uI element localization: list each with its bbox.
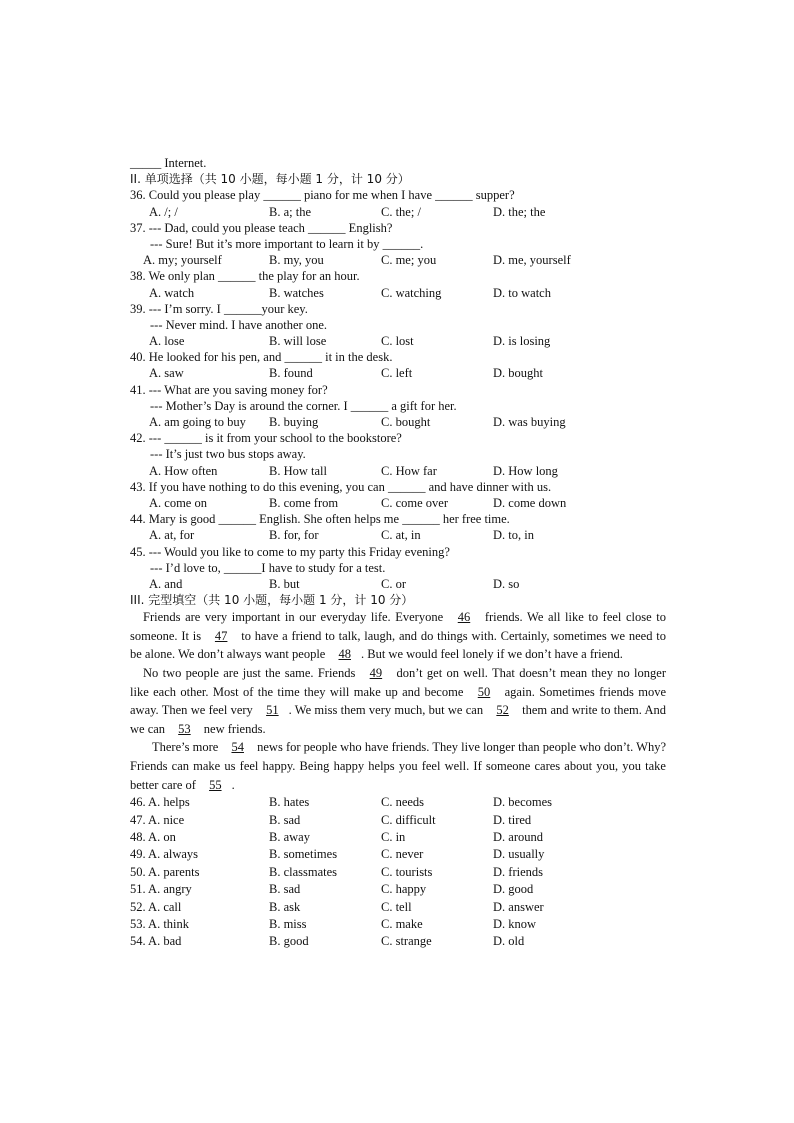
answer-options — [130, 285, 666, 301]
option-a[interactable]: A. saw — [149, 366, 184, 381]
question-stem: 44. Mary is good ______ English. She often helps me ______ her free time. — [130, 512, 510, 527]
option-c[interactable]: C. never — [381, 847, 424, 862]
question-stem: 40. He looked for his pen, and ______ it in the desk. — [130, 350, 393, 365]
blank-54[interactable]: 54 — [231, 740, 244, 755]
passage-text: . But we would feel lonely if we don’t have a friend. — [360, 647, 623, 662]
question-41 — [130, 382, 666, 431]
cloze-options-list — [130, 794, 666, 951]
option-c[interactable]: C. or — [381, 576, 406, 591]
option-a[interactable]: A. at, for — [149, 528, 195, 543]
blank-51[interactable]: 51 — [266, 703, 279, 718]
passage-text: again. Sometimes friends move away. Then we feel very — [130, 684, 666, 718]
question-45 — [130, 544, 666, 593]
option-c[interactable]: C. needs — [381, 795, 425, 810]
question-39 — [130, 301, 666, 350]
blank-46[interactable]: 46 — [457, 610, 471, 625]
answer-options — [130, 576, 666, 592]
option-a[interactable]: 48. A. on — [130, 829, 176, 844]
passage-text: friends. We all like to feel close to someone. It is — [130, 610, 666, 643]
passage-text: news for people who have friends. They live longer than people who don’t. Why? Friends can make us feel happy. Being happy helps you feel well. If someone cares about you, you take better care of — [130, 740, 666, 792]
option-d[interactable]: D. know — [493, 916, 537, 931]
option-d[interactable]: D. How long — [493, 463, 558, 478]
option-d[interactable]: D. come down — [493, 495, 567, 510]
blank-55[interactable]: 55 — [209, 777, 222, 792]
option-b[interactable]: B. good — [269, 934, 309, 949]
option-c[interactable]: C. happy — [381, 882, 427, 897]
option-a[interactable]: 52. A. call — [130, 899, 182, 914]
question-stem: 36. Could you please play ______ piano for me when I have ______ supper? — [130, 188, 515, 203]
passage-paragraph-2 — [130, 664, 666, 738]
option-d[interactable]: D. answer — [493, 899, 544, 914]
cloze-question-46 — [130, 794, 666, 811]
option-a[interactable]: 51. A. angry — [130, 882, 192, 897]
cloze-question-49 — [130, 846, 666, 863]
question-stem: 43. If you have nothing to do this evening, you can ______ and have dinner with us. — [130, 479, 552, 494]
option-d[interactable]: D. becomes — [493, 795, 553, 810]
option-b[interactable]: B. found — [269, 366, 313, 381]
question-stem: 42. --- ______ is it from your school to the bookstore? — [130, 431, 402, 446]
option-c[interactable]: C. bought — [381, 415, 431, 429]
question-stem: 41. --- What are you saving money for? — [130, 382, 328, 397]
cloze-question-52 — [130, 899, 666, 916]
option-a[interactable]: 50. A. parents — [130, 864, 200, 879]
option-a[interactable]: 49. A. always — [130, 847, 199, 862]
blank-53[interactable]: 53 — [178, 721, 191, 736]
blank-47[interactable]: 47 — [214, 628, 228, 643]
answer-options — [130, 252, 666, 268]
question-stem-continued: --- I’d love to, ______I have to study for a test. — [150, 560, 386, 575]
option-d[interactable]: D. was buying — [493, 415, 566, 429]
option-c[interactable]: C. come over — [381, 495, 448, 510]
question-38 — [130, 268, 666, 300]
option-d[interactable]: D. friends — [493, 864, 543, 879]
question-stem: 37. --- Dad, could you please teach ______ English? — [130, 220, 393, 235]
blank-48[interactable]: 48 — [338, 647, 351, 662]
passage-text: new friends. — [200, 721, 266, 736]
option-c[interactable]: C. tell — [381, 899, 412, 914]
passage-text: There’s more — [152, 740, 222, 755]
option-a[interactable]: A. How often — [149, 463, 218, 478]
option-a[interactable]: 53. A. think — [130, 916, 190, 931]
option-a[interactable]: 46. A. helps — [130, 795, 190, 810]
passage-text: . — [231, 777, 235, 792]
option-d[interactable]: D. to, in — [493, 528, 534, 543]
answer-options — [130, 204, 666, 220]
answer-options — [130, 495, 666, 511]
question-43 — [130, 479, 666, 511]
option-a[interactable]: A. and — [149, 576, 183, 591]
option-b[interactable]: B. ask — [269, 899, 301, 914]
question-stem-continued: --- Mother’s Day is around the corner. I ______ a gift for her. — [150, 398, 457, 413]
option-b[interactable]: B. will lose — [269, 334, 327, 349]
option-d[interactable]: D. old — [493, 934, 525, 949]
question-stem: 45. --- Would you like to come to my party this Friday evening? — [130, 544, 450, 559]
option-c[interactable]: C. me; you — [381, 253, 437, 268]
blank-49[interactable]: 49 — [369, 666, 383, 681]
blank-52[interactable]: 52 — [496, 703, 509, 718]
option-c[interactable]: C. make — [381, 916, 423, 931]
option-b[interactable]: B. watches — [269, 285, 324, 300]
option-a[interactable]: A. lose — [149, 334, 185, 349]
multiple-choice-list — [130, 187, 666, 592]
option-a[interactable]: 54. A. bad — [130, 934, 182, 949]
cloze-question-48 — [130, 829, 666, 846]
option-b[interactable]: B. classmates — [269, 864, 338, 879]
question-stem: 38. We only plan ______ the play for an hour. — [130, 269, 360, 284]
option-b[interactable]: B. buying — [269, 415, 319, 429]
option-b[interactable]: B. but — [269, 576, 300, 591]
answer-options — [130, 333, 666, 349]
option-c[interactable]: C. in — [381, 829, 406, 844]
option-d[interactable]: D. around — [493, 829, 543, 844]
option-c[interactable]: C. at, in — [381, 528, 421, 543]
question-37 — [130, 220, 666, 269]
option-b[interactable]: B. miss — [269, 916, 307, 931]
option-b[interactable]: B. a; the — [269, 204, 312, 219]
cloze-question-54 — [130, 933, 666, 950]
option-b[interactable]: B. sad — [269, 882, 301, 897]
option-a[interactable]: 47. A. nice — [130, 812, 185, 827]
answer-options — [130, 414, 666, 430]
passage-text: Friends are very important in our everyday life. Everyone — [143, 610, 448, 625]
passage-text: . We miss them very much, but we can — [288, 703, 487, 718]
question-42 — [130, 430, 666, 479]
cloze-question-51 — [130, 881, 666, 898]
option-d[interactable]: D. usually — [493, 847, 545, 862]
passage-paragraph-3 — [130, 738, 666, 794]
option-d[interactable]: D. bought — [493, 366, 543, 381]
option-c[interactable]: C. How far — [381, 463, 437, 478]
option-c[interactable]: C. difficult — [381, 812, 436, 827]
option-b[interactable]: B. away — [269, 829, 310, 844]
option-c[interactable]: C. the; / — [381, 204, 421, 219]
option-d[interactable]: D. to watch — [493, 285, 551, 300]
section-3-title: III. 完型填空（共 10 小题，每小题 1 分，计 10 分） — [130, 593, 414, 608]
question-stem: 39. --- I’m sorry. I ______your key. — [130, 301, 308, 316]
option-c[interactable]: C. lost — [381, 334, 414, 349]
exam-page — [130, 155, 666, 951]
passage-text: don’t get on well. That doesn’t mean they no longer like each other. Most of the time they will make up and become — [130, 666, 666, 699]
option-d[interactable]: D. the; the — [493, 204, 546, 219]
option-b[interactable]: B. my, you — [269, 253, 324, 268]
option-a[interactable]: A. /; / — [149, 204, 178, 219]
answer-options — [130, 527, 666, 543]
option-d[interactable]: D. tired — [493, 812, 532, 827]
question-40 — [130, 349, 666, 381]
option-b[interactable]: B. hates — [269, 795, 310, 810]
option-a[interactable]: A. watch — [149, 285, 195, 300]
passage-paragraph-1 — [130, 608, 666, 664]
option-d[interactable]: D. good — [493, 882, 534, 897]
passage-text: No two people are just the same. Friends — [143, 666, 360, 681]
option-b[interactable]: B. How tall — [269, 463, 327, 478]
option-b[interactable]: B. sometimes — [269, 847, 338, 862]
passage-text: them and write to them. And we can — [130, 703, 667, 736]
question-stem-continued: --- It’s just two bus stops away. — [150, 447, 306, 462]
cloze-question-53 — [130, 916, 666, 933]
question-stem-continued: --- Never mind. I have another one. — [150, 317, 328, 332]
option-d[interactable]: D. is losing — [493, 334, 551, 349]
option-a[interactable]: A. come on — [149, 495, 207, 510]
option-a[interactable]: A. am going to buy — [149, 415, 246, 429]
option-b[interactable]: B. sad — [269, 812, 301, 827]
answer-options — [130, 365, 666, 381]
question-stem-continued: --- Sure! But it’s more important to learn it by ______. — [150, 236, 424, 251]
option-a[interactable]: A. my; yourself — [143, 253, 222, 268]
option-c[interactable]: C. left — [381, 366, 413, 381]
option-c[interactable]: C. tourists — [381, 864, 433, 879]
cloze-passage — [130, 608, 666, 794]
option-b[interactable]: B. come from — [269, 495, 339, 510]
section-2-title: II. 单项选择（共 10 小题，每小题 1 分，计 10 分） — [130, 172, 410, 187]
option-c[interactable]: C. strange — [381, 934, 432, 949]
option-c[interactable]: C. watching — [381, 285, 442, 300]
cloze-question-50 — [130, 864, 666, 881]
option-d[interactable]: D. me, yourself — [493, 253, 571, 268]
option-b[interactable]: B. for, for — [269, 528, 319, 543]
question-36 — [130, 187, 666, 219]
top-line: _____ Internet. — [130, 156, 207, 170]
option-d[interactable]: D. so — [493, 576, 520, 591]
answer-options — [130, 463, 666, 479]
blank-50[interactable]: 50 — [477, 684, 491, 699]
question-44 — [130, 511, 666, 543]
passage-text: to have a friend to talk, laugh, and do things with. Certainly, sometimes we need to be alone. We don’t always want people — [130, 628, 666, 662]
cloze-question-47 — [130, 812, 666, 829]
